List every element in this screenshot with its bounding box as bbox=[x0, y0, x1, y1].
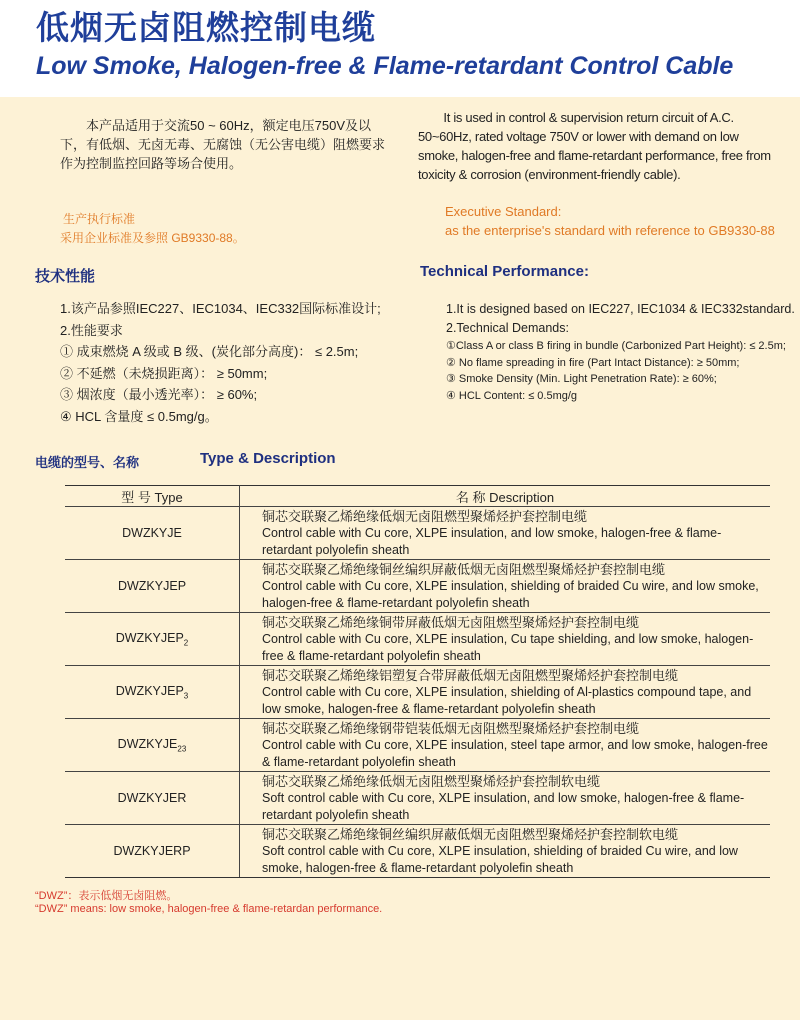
tech-list-en bbox=[446, 300, 795, 404]
description-cell bbox=[240, 666, 771, 719]
description-en: Soft control cable with Cu core, XLPE insulation, and low smoke, halogen-free & flame-retardant polyolefin sheath bbox=[262, 790, 745, 822]
header bbox=[0, 0, 800, 97]
note-en: “DWZ” means: low smoke, halogen-free & flame-retardan performance. bbox=[35, 903, 383, 915]
table-row bbox=[65, 772, 770, 825]
tech-heading-cn: 技术性能 bbox=[35, 268, 96, 285]
tech-item-en: ④ HCL Content: ≤ 0.5mg/g bbox=[446, 389, 578, 402]
model-subscript: 2 bbox=[183, 638, 189, 648]
table-row bbox=[65, 507, 770, 560]
description-en: Control cable with Cu core, XLPE insulation, Cu tape shielding, and low smoke, halogen-free & flame-retardant polyolefin sheath bbox=[262, 631, 754, 663]
model-code: DWZKYJEP bbox=[117, 579, 187, 593]
description-en: Control cable with Cu core, XLPE insulation, steel tape armor, and low smoke, halogen-free & flame-retardant polyolefin sheath bbox=[262, 737, 768, 769]
model-code: DWZKYJE bbox=[122, 526, 182, 540]
description-cell bbox=[240, 560, 771, 613]
model-subscript: 23 bbox=[177, 744, 187, 754]
description-cn: 铜芯交联聚乙烯绝缘铜丝编织屏蔽低烟无卤阻燃型聚烯烃护套控制软电缆 bbox=[262, 826, 679, 842]
description-cn: 铜芯交联聚乙烯绝缘铜丝编织屏蔽低烟无卤阻燃型聚烯烃护套控制电缆 bbox=[262, 561, 666, 577]
table-row bbox=[65, 666, 770, 719]
standard-cn bbox=[60, 210, 245, 248]
table-row bbox=[65, 560, 770, 613]
tech-item-cn: ① 成束燃烧 A 级或 B 级、(炭化部分高度)： ≤ 2.5m; bbox=[60, 344, 359, 359]
model-cell bbox=[65, 772, 240, 825]
description-cell bbox=[240, 825, 771, 878]
col-type-header: 型 号 Type bbox=[65, 486, 240, 507]
tech-item-cn: 1.该产品参照IEC227、IEC1034、IEC332国际标准设计; bbox=[60, 301, 381, 316]
standard-cn-label: 生产执行标准 bbox=[63, 212, 136, 226]
description-en: Control cable with Cu core, XLPE insulation, shielding of braided Cu wire, and low smoke, halogen-free & flame-retardant polyolefin sheath bbox=[262, 578, 759, 610]
description-en: Control cable with Cu core, XLPE insulation, and low smoke, halogen-free & flame-retardant polyolefin sheath bbox=[262, 525, 722, 557]
description-cn: 铜芯交联聚乙烯绝缘钢带铠装低烟无卤阻燃型聚烯烃护套控制电缆 bbox=[262, 720, 640, 736]
description-cn: 铜芯交联聚乙烯绝缘铜带屏蔽低烟无卤阻燃型聚烯烃护套控制电缆 bbox=[262, 614, 640, 630]
description-cn: 铜芯交联聚乙烯绝缘铝塑复合带屏蔽低烟无卤阻燃型聚烯烃护套控制电缆 bbox=[262, 667, 679, 683]
standard-en bbox=[445, 202, 775, 240]
tech-heading-en: Technical Performance: bbox=[420, 263, 589, 280]
description-cell bbox=[240, 507, 771, 560]
intro-cn: 本产品适用于交流50 ~ 60Hz，额定电压750V及以下，有低烟、无卤无毒、无腐蚀（无公害电缆）阻燃要求作为控制监控回路等场合使用。 bbox=[60, 118, 386, 171]
tech-item-cn: ② 不延燃（未烧损距离）： ≥ 50mm; bbox=[60, 365, 268, 381]
type-table bbox=[65, 485, 770, 878]
standard-en-value: as the enterprise's standard with reference to GB9330-88 bbox=[445, 223, 775, 238]
model-code: DWZKYJEP bbox=[115, 683, 184, 698]
model-cell bbox=[65, 719, 240, 772]
tech-list-cn bbox=[60, 298, 381, 427]
note-cn: “DWZ”：表示低烟无卤阻燃。 bbox=[35, 890, 178, 902]
model-cell bbox=[65, 666, 240, 719]
model-code: DWZKYJERP bbox=[113, 844, 191, 858]
model-cell bbox=[65, 507, 240, 560]
model-cell bbox=[65, 825, 240, 878]
model-code: DWZKYJER bbox=[117, 791, 187, 805]
description-cell bbox=[240, 719, 771, 772]
description-cn: 铜芯交联聚乙烯绝缘低烟无卤阻燃型聚烯烃护套控制电缆 bbox=[262, 508, 588, 524]
description-en: Control cable with Cu core, XLPE insulation, shielding of Al-plastics compound tape, and low smoke, halogen-free & flame-retardant polyolefin sheath bbox=[262, 684, 752, 716]
intro-en: It is used in control & supervision return circuit of A.C. 50~60Hz, rated voltage 750V or lower with demand on low smoke, halogen-free and flame-retardant performance, free from toxicity & corrosion (environment-friendly cable). bbox=[418, 110, 771, 182]
table-row bbox=[65, 825, 770, 878]
tech-item-en: 2.Technical Demands: bbox=[446, 321, 569, 335]
standard-en-label: Executive Standard: bbox=[445, 204, 562, 219]
table-row bbox=[65, 719, 770, 772]
model-cell bbox=[65, 560, 240, 613]
type-heading-en: Type & Description bbox=[200, 450, 336, 467]
model-code: DWZKYJE bbox=[117, 736, 178, 751]
tech-item-en: ①Class A or class B firing in bundle (Carbonized Part Height): ≤ 2.5m; bbox=[446, 340, 786, 352]
tech-item-cn: ④ HCL 含量度 ≤ 0.5mg/g。 bbox=[60, 408, 218, 424]
title-cn: 低烟无卤阻燃控制电缆 bbox=[36, 9, 376, 46]
title-en: Low Smoke, Halogen-free & Flame-retardant Control Cable bbox=[36, 52, 734, 80]
tech-item-cn: 2.性能要求 bbox=[60, 322, 123, 338]
table-row bbox=[65, 613, 770, 666]
col-desc-header: 名 称 Description bbox=[240, 486, 771, 507]
description-en: Soft control cable with Cu core, XLPE insulation, shielding of braided Cu wire, and low smoke, halogen-free & flame-retardant polyolefin sheath bbox=[262, 843, 738, 875]
tech-item-en: 1.It is designed based on IEC227, IEC1034 & IEC332standard. bbox=[446, 302, 795, 316]
tech-item-en: ③ Smoke Density (Min. Light Penetration Rate): ≥ 60%; bbox=[446, 373, 717, 385]
type-heading-cn: 电缆的型号、名称 bbox=[35, 455, 140, 470]
description-cell bbox=[240, 613, 771, 666]
description-cell bbox=[240, 772, 771, 825]
model-code: DWZKYJEP bbox=[115, 630, 184, 645]
standard-cn-value: 采用企业标准及参照 GB9330-88。 bbox=[60, 231, 245, 245]
tech-item-en: ② No flame spreading in fire (Part Intact Distance): ≥ 50mm; bbox=[446, 356, 740, 369]
description-cn: 铜芯交联聚乙烯绝缘低烟无卤阻燃型聚烯烃护套控制软电缆 bbox=[262, 773, 601, 789]
tech-item-cn: ③ 烟浓度（最小透光率）： ≥ 60%; bbox=[60, 387, 258, 402]
model-cell bbox=[65, 613, 240, 666]
model-subscript: 3 bbox=[183, 691, 189, 701]
